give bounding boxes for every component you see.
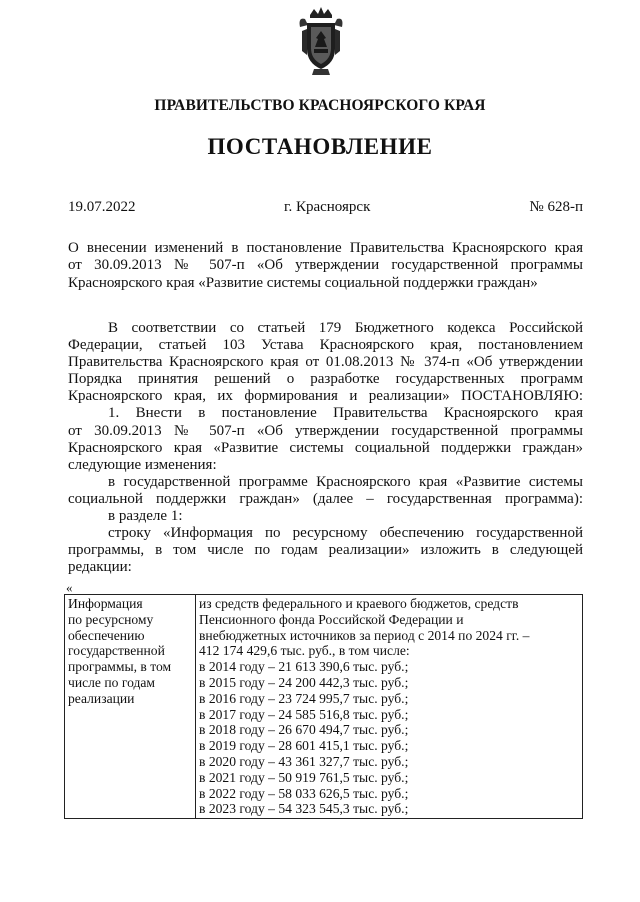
table-label-cell	[65, 595, 196, 819]
subject-line: О внесении изменений в постановление Правительства Красноярского края	[68, 240, 583, 256]
value-line: Пенсионного фонда Российской Федерации и	[199, 611, 464, 627]
opening-quote-mark: «	[66, 580, 73, 595]
document-city: г. Красноярск	[284, 199, 371, 215]
document-number: № 628-п	[529, 199, 583, 215]
label-line: государственной	[68, 643, 165, 659]
document-date: 19.07.2022	[68, 199, 136, 215]
resource-info-table	[64, 594, 583, 819]
document-body	[68, 320, 583, 576]
body-line: Порядка принятия решений о разработке государственных программ	[68, 371, 583, 388]
table-row	[65, 595, 583, 819]
body-line: строку «Информация по ресурсному обеспечению государственной	[108, 525, 583, 542]
body-line: 1. Внести в постановление Правительства Красноярского края	[108, 405, 583, 422]
value-line: в 2014 году – 21 613 390,6 тыс. руб.;	[199, 659, 409, 675]
label-line: программы, в том	[68, 659, 172, 675]
value-line: в 2017 году – 24 585 516,8 тыс. руб.;	[199, 706, 409, 722]
body-line: в разделе 1:	[108, 508, 183, 525]
label-line: по ресурсному	[68, 611, 154, 627]
document-type-title: ПОСТАНОВЛЕНИЕ	[207, 134, 433, 159]
value-line: в 2020 году – 43 361 327,7 тыс. руб.;	[199, 753, 409, 769]
body-line: программы, в том числе по годам реализации» изложить в следующей	[68, 542, 583, 559]
value-line: в 2022 году – 58 033 626,5 тыс. руб.;	[199, 785, 409, 801]
body-line: В соответствии со статьей 179 Бюджетного кодекса Российской	[108, 320, 583, 336]
body-line: Красноярского края, их формирования и реализации» ПОСТАНОВЛЯЮ:	[68, 388, 583, 405]
label-line: реализации	[68, 690, 135, 706]
value-line: в 2015 году – 24 200 442,3 тыс. руб.;	[199, 674, 409, 690]
body-line: социальной поддержки граждан» (далее – государственная программа):	[68, 490, 583, 507]
label-line: обеспечению	[68, 627, 145, 643]
value-line: внебюджетных источников за период с 2014 по 2024 гг. –	[199, 627, 530, 643]
body-line: в государственной программе Красноярского края «Развитие системы	[108, 473, 583, 490]
label-line: Информация	[68, 596, 143, 611]
body-line: Федерации, статьей 103 Устава Красноярского края, постановлением	[68, 337, 583, 354]
value-line: 412 174 429,6 тыс. руб., в том числе:	[199, 643, 410, 659]
body-line: от 30.09.2013 № 507-п «Об утверждении государственной программы	[68, 422, 583, 439]
value-line: в 2019 году – 28 601 415,1 тыс. руб.;	[199, 738, 409, 754]
value-line: в 2023 году – 54 323 545,3 тыс. руб.;	[199, 801, 409, 817]
subject-line: Красноярского края «Развитие системы социальной поддержки граждан»	[68, 274, 538, 291]
value-line: в 2021 году – 50 919 761,5 тыс. руб.;	[199, 769, 409, 785]
body-line: Правительства Красноярского края от 01.08.2013 № 374-п «Об утверждении	[68, 354, 583, 371]
value-line: в 2016 году – 23 724 995,7 тыс. руб.;	[199, 690, 409, 706]
coat-of-arms-icon	[296, 5, 346, 77]
document-subject	[68, 240, 583, 292]
value-line: из средств федерального и краевого бюджетов, средств	[199, 596, 519, 611]
body-line: Красноярского края «Развитие системы социальной поддержки граждан»	[68, 439, 583, 456]
body-line: следующие изменения:	[68, 456, 217, 473]
table-value-cell	[196, 595, 583, 819]
government-name: ПРАВИТЕЛЬСТВО КРАСНОЯРСКОГО КРАЯ	[154, 97, 486, 114]
label-line: числе по годам	[68, 674, 156, 690]
value-line: в 2018 году – 26 670 494,7 тыс. руб.;	[199, 722, 409, 738]
subject-line: от 30.09.2013 № 507-п «Об утверждении государственной программы	[68, 257, 583, 274]
body-line: редакции:	[68, 559, 132, 576]
